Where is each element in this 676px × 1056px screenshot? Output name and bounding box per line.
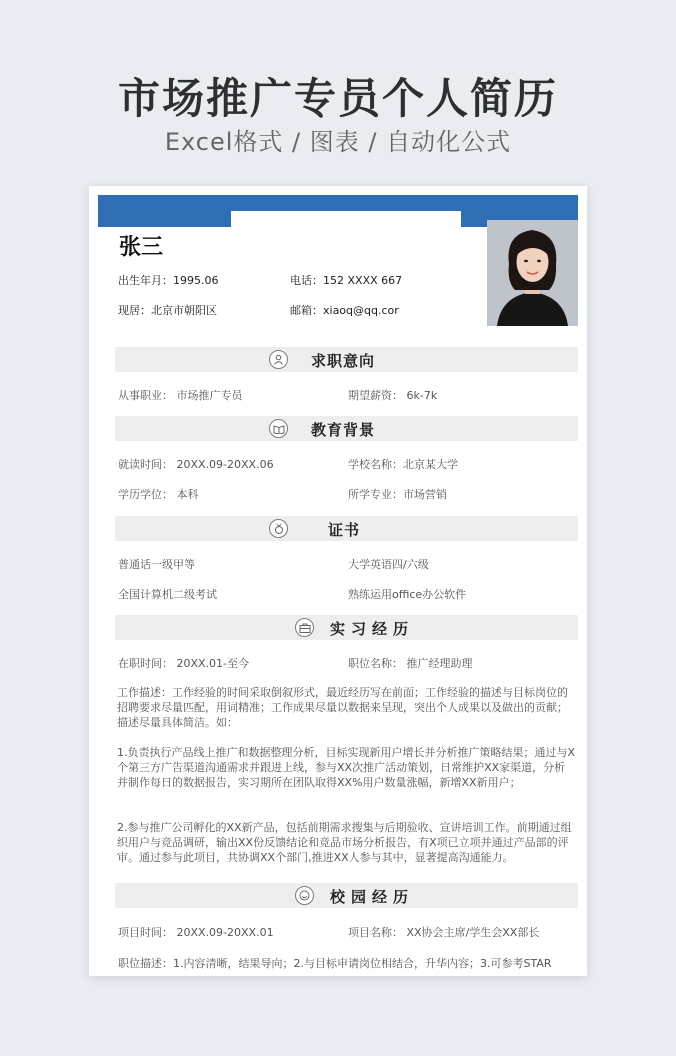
- book-icon: [269, 419, 288, 438]
- internship-item-2: 2.参与推广公司孵化的XX新产品，包括前期需求搜集与后期验收、宣讲培训工作。前期通过组织用户与竞品调研，输出XX份反馈结论和竞品市场分析报告，有X项已立项并通过产品部的评审。通过参与此项目，共协调XX个部门,推进XX人参与其中，显著提高沟通能力。: [117, 821, 572, 864]
- internship-item-1: 1.负责执行产品线上推广和数据整理分析，目标实现新用户增长并分析推广策略结果；通过与X个第三方广告渠道沟通需求并跟进上线，参与XX次推广活动策划，日常维护XX家渠道，分析并制作每日的数据报告，实习期所在团队取得XX%用户数量涨幅，新增XX新用户；: [117, 746, 576, 789]
- internship-description-box: [115, 679, 578, 884]
- resume-paper: [89, 186, 587, 976]
- certificate-item: 普通话一级甲等: [118, 558, 195, 571]
- candidate-name: 张三: [119, 235, 164, 260]
- person-icon: [269, 350, 288, 369]
- major: 所学专业：市场营销: [348, 488, 447, 501]
- section-internship: [115, 615, 578, 640]
- section-title-education: 教育背景: [311, 421, 376, 439]
- section-title-intent: 求职意向: [311, 352, 376, 370]
- briefcase-icon: [295, 618, 314, 637]
- phone-info: 电话：152 XXXX 667: [290, 274, 403, 287]
- certificate-item: 全国计算机二级考试: [118, 588, 217, 601]
- campus-description: 职位描述：1.内容清晰，结果导向；2.与目标申请岗位相结合，升华内容；3.可参考STAR: [118, 957, 552, 970]
- smile-icon: [295, 886, 314, 905]
- section-certificates: [115, 516, 578, 541]
- certificate-item: 大学英语四/六级: [348, 558, 429, 571]
- email-info: 邮箱：xiaoq@qq.cor: [290, 304, 399, 317]
- header-tab-left: [98, 211, 231, 227]
- header-bar: [98, 195, 578, 211]
- page-subtitle: Excel格式 / 图表 / 自动化公式: [164, 128, 512, 156]
- certificate-item: 熟练运用office办公软件: [348, 588, 467, 601]
- internship-position: 职位名称： 推广经理助理: [348, 657, 473, 670]
- section-campus: [115, 883, 578, 908]
- address-info: 现居：北京市朝阳区: [118, 304, 217, 317]
- page-title: 市场推广专员个人简历: [117, 74, 558, 123]
- internship-description: 工作描述：工作经验的时间采取倒叙形式，最近经历写在前面；工作经验的描述与目标岗位的招聘要求尽量匹配，用词精准；工作成果尽量以数据来呈现，突出个人成果以及做出的贡献；描述尽量具体简洁。如：: [117, 686, 568, 729]
- school-name: 学校名称：北京某大学: [348, 458, 458, 471]
- section-education: [115, 416, 578, 441]
- degree: 学历学位： 本科: [118, 488, 199, 501]
- medal-icon: [269, 519, 288, 538]
- campus-period: 项目时间： 20XX.09-20XX.01: [118, 926, 274, 939]
- education-period: 就读时间： 20XX.09-20XX.06: [118, 458, 274, 471]
- portrait-image: [487, 220, 578, 326]
- job-target: 从事职业： 市场推广专员: [118, 389, 243, 402]
- birth-info: 出生年月：1995.06: [118, 274, 219, 287]
- profile-photo: [487, 220, 578, 326]
- internship-period: 在职时间： 20XX.01-至今: [118, 657, 250, 670]
- section-intent: [115, 347, 578, 372]
- section-title-certificates: 证书: [328, 521, 361, 539]
- section-title-internship: 实习经历: [330, 620, 415, 638]
- campus-project: 项目名称： XX协会主席/学生会XX部长: [348, 926, 540, 939]
- section-title-campus: 校园经历: [330, 888, 415, 906]
- salary-expectation: 期望薪资： 6k-7k: [348, 389, 438, 402]
